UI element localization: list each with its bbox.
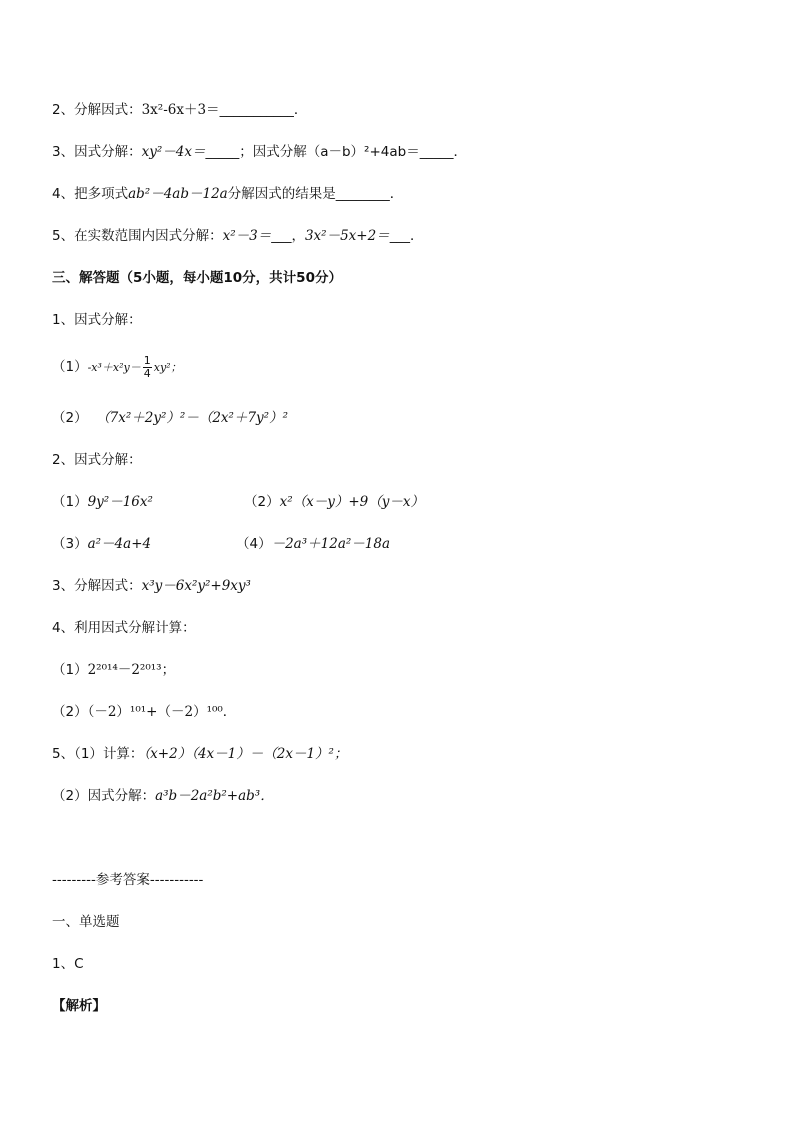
math-expression: xy²－4x＝ [141, 144, 206, 160]
math-expression: a³b－2a²b²+ab³． [155, 788, 274, 804]
math-expression: －2a³＋12a²－18a [271, 536, 391, 552]
period: ． [453, 144, 467, 160]
solve-question-5-part-2 [52, 786, 274, 806]
question-label: 因式分解： [87, 788, 156, 804]
part-number: （2） [244, 494, 280, 510]
separator: ， [291, 228, 305, 244]
section-heading: 三、解答题（5小题，每小题10分，共计50分） [52, 270, 342, 286]
part-number: （1） [52, 494, 88, 510]
solve-question-5-part-1 [52, 744, 347, 764]
question-text: ；因式分解（a－b）²+4ab＝ [239, 144, 420, 160]
answer-blank: ___________ [219, 102, 294, 118]
answers-section-heading: 一、单选题 [52, 914, 120, 930]
period: ． [409, 228, 424, 244]
fraction-numerator: 1 [143, 353, 151, 367]
math-expression: 2²⁰¹⁴－2²⁰¹³； [87, 662, 176, 678]
solve-question-2-part-3 [52, 534, 151, 554]
question-label: 计算： [102, 746, 144, 762]
question-label: 2、分解因式： [52, 102, 142, 118]
solve-question-2-part-4 [236, 534, 390, 554]
part-number: （2） [52, 704, 88, 720]
question-label: 4、把多项式 [52, 186, 129, 202]
answer-blank: _____ [419, 144, 454, 160]
divider-right: ----------- [149, 872, 204, 888]
solve-question-1-label: 1、因式分解： [52, 312, 142, 328]
question-label: 5、在实数范围内因式分解： [52, 228, 223, 244]
answers-divider [52, 870, 203, 890]
answers-title: 参考答案 [95, 872, 150, 888]
solve-question-3 [52, 576, 251, 596]
solve-question-1-part-2 [52, 408, 288, 428]
divider-left: --------- [52, 872, 96, 888]
math-expression: x²（x－y）+9（y－x） [279, 494, 425, 510]
part-number: 5、（1） [52, 746, 103, 762]
period: ． [293, 102, 308, 118]
math-expression: （x+2）（4x－1）－（2x－1）²； [143, 746, 348, 762]
part-number: （1） [52, 662, 88, 678]
math-expression: ab²－4ab－12a [128, 186, 228, 202]
fraction [143, 355, 152, 380]
analysis-heading: 【解析】 [52, 998, 106, 1014]
solve-question-2-label: 2、因式分解： [52, 452, 142, 468]
part-number: （2） [52, 410, 88, 426]
answer-1: 1、C [52, 956, 84, 972]
part-number: （2） [52, 788, 88, 804]
solve-question-4-part-1 [52, 660, 175, 680]
math-expression: x³y－6x²y²+9xy³ [141, 578, 251, 594]
math-expression: （－2）¹⁰¹+（－2）¹⁰⁰． [87, 704, 237, 720]
math-expression: xy²； [153, 361, 182, 374]
fraction-denominator: 4 [143, 366, 151, 380]
question-label: 3、分解因式： [52, 578, 142, 594]
math-expression: 9y²－16x² [87, 494, 153, 510]
solve-question-2-part-2 [244, 492, 424, 512]
part-number: （4） [236, 536, 272, 552]
fill-in-question-5 [52, 226, 423, 246]
answer-blank: _____ [205, 144, 240, 160]
question-label: 3、因式分解： [52, 144, 142, 160]
period: ． [389, 186, 404, 202]
math-expression: （7x²＋2y²）²－（2x²＋7y²）² [96, 410, 288, 426]
math-expression: a²－4a+4 [87, 536, 152, 552]
solve-question-1-part-1 [52, 354, 182, 381]
fill-in-question-3 [52, 142, 467, 162]
math-expression: 3x²-6x＋3＝ [141, 102, 220, 118]
math-expression: x²－3＝ [222, 228, 272, 244]
solve-question-4-label: 4、利用因式分解计算： [52, 620, 196, 636]
math-expression: 3x²－5x+2＝ [304, 228, 390, 244]
answer-blank: ___ [271, 228, 292, 244]
solve-question-2-part-1 [52, 492, 153, 512]
part-number: （1） [52, 359, 88, 375]
solve-question-4-part-2 [52, 702, 236, 722]
part-number: （3） [52, 536, 88, 552]
fill-in-question-2 [52, 100, 307, 120]
math-expression: -x³＋x²y－ [87, 361, 141, 374]
answer-blank: ___ [389, 228, 410, 244]
fill-in-question-4 [52, 184, 403, 204]
question-text: 分解因式的结果是 [227, 186, 336, 202]
answer-blank: ________ [335, 186, 390, 202]
